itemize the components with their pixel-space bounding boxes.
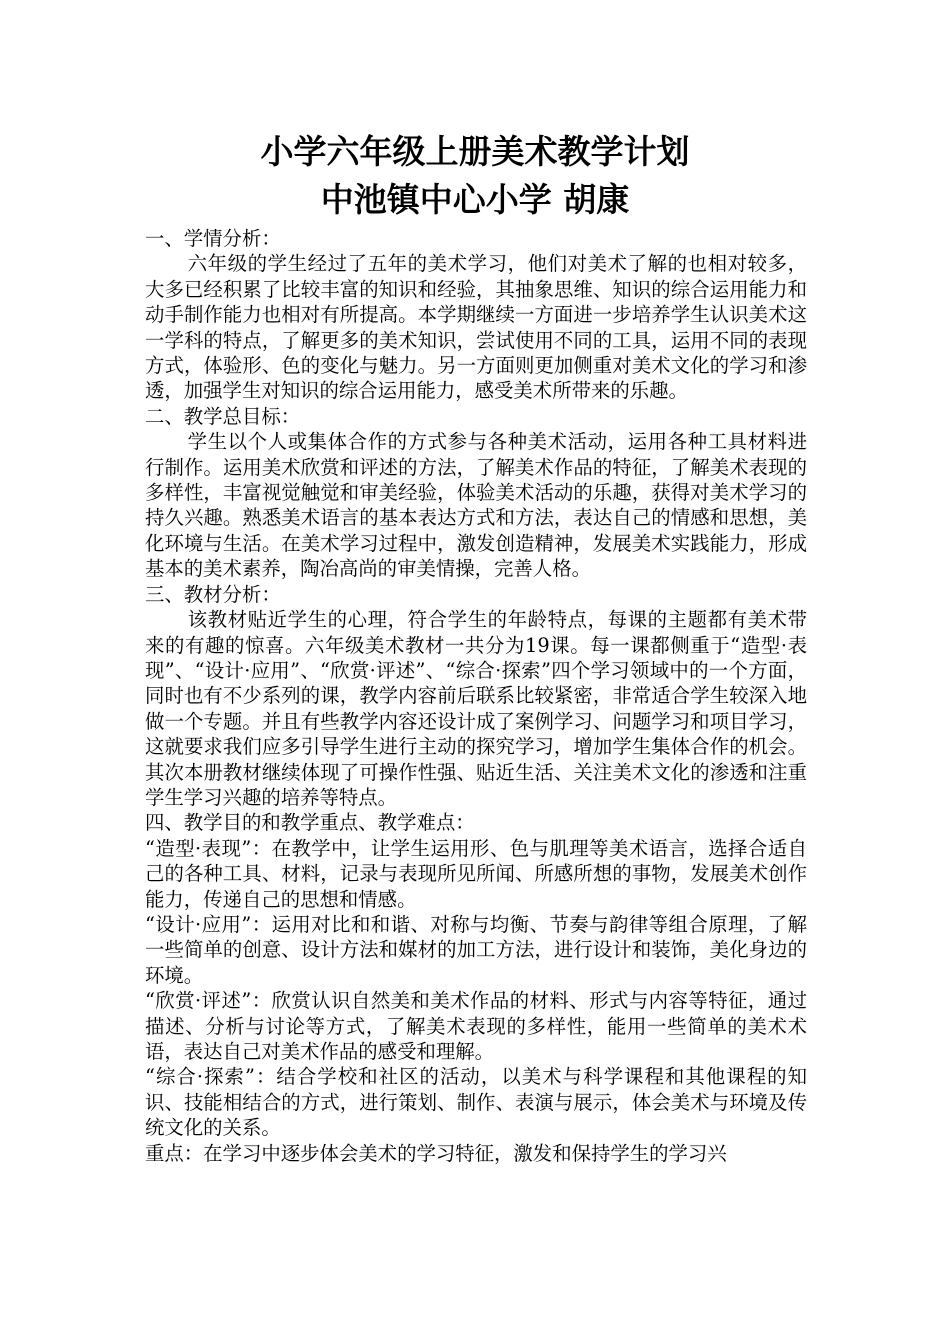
section-heading-2: 二、教学总目标： [145, 404, 301, 428]
section-heading-1: 一、学情分析： [145, 227, 281, 250]
section-paragraph-2: 学生以个人或集体合作的方式参与各种美术活动，运用各种工具材料进行制作。运用美术欣赏和评述的方法，了解美术作品的特征，了解美术表现的多样性，丰富视觉触觉和审美经验，体验美术活动的乐趣，获得对美术学习的持久兴趣。熟悉美术语言的基本表达方式和方法，表达自己的情感和思想，美化环境与生活。在美术学习过程中，激发创造精神，发展美术实践能力，形成基本的美术素养，陶冶高尚的审美情操，完善人格。 [145, 430, 807, 581]
section-paragraph-1: 六年级的学生经过了五年的美术学习，他们对美术了解的也相对较多，大多已经积累了比较丰富的知识和经验，其抽象思维、知识的综合运用能力和动手制作能力也相对有所提高。本学期继续一方面进一步培养学生认识美术这一学科的特点，了解更多的美术知识，尝试使用不同的工具，运用不同的表现方式，体验形、色的变化与魅力。另一方面则更加侧重对美术文化的学习和渗透，加强学生对知识的综合运用能力，感受美术所带来的乐趣。 [145, 252, 807, 403]
document-body [145, 226, 807, 1166]
section-heading-3: 三、教材分析： [145, 582, 281, 606]
section-paragraph-3: 该教材贴近学生的心理，符合学生的年龄特点，每课的主题都有美术带来的有趣的惊喜。六年级美术教材一共分为19课。每一课都侧重于“造型·表现”、“设计·应用”、“欣赏·评述”、“综合·探索”四个学习领域中的一个方面，同时也有不少系列的课，教学内容前后联系比较紧密，非常适合学生较深入地做一个专题。并且有些教学内容还设计成了案例学习、问题学习和项目学习，这就要求我们应多引导学生进行主动的探究学习，增加学生集体合作的机会。其次本册教材继续体现了可操作性强、贴近生活、关注美术文化的渗透和注重学生学习兴趣的培养等特点。 [145, 608, 807, 809]
section4-item-appreciation: “欣赏·评述”：欣赏认识自然美和美术作品的材料、形式与内容等特征，通过描述、分析与讨论等方式，了解美术表现的多样性，能用一些简单的美术术语，表达自己对美术作品的感受和理解。 [145, 989, 807, 1063]
section4-item-design: “设计·应用”：运用对比和和谐、对称与均衡、节奏与韵律等组合原理，了解一些简单的创意、设计方法和媒材的加工方法，进行设计和装饰，美化身边的环境。 [145, 912, 807, 987]
document-subtitle: 中池镇中心小学 胡康 [320, 180, 630, 219]
section4-item-modeling: “造型·表现”：在教学中，让学生运用形、色与肌理等美术语言，选择合适自己的各种工具、材料，记录与表现所见所闻、所感所想的事物，发展美术创作能力，传递自己的思想和情感。 [145, 836, 807, 911]
section4-item-key-point: 重点：在学习中逐步体会美术的学习特征，激发和保持学生的学习兴 [145, 1141, 727, 1165]
section-heading-4: 四、教学目的和教学重点、教学难点： [145, 811, 475, 835]
section4-item-exploration: “综合·探索”：结合学校和社区的活动，以美术与科学课程和其他课程的知识、技能相结合的方式，进行策划、制作、表演与展示，体会美术与环境及传统文化的关系。 [145, 1065, 807, 1140]
document-title: 小学六年级上册美术教学计划 [260, 132, 690, 171]
